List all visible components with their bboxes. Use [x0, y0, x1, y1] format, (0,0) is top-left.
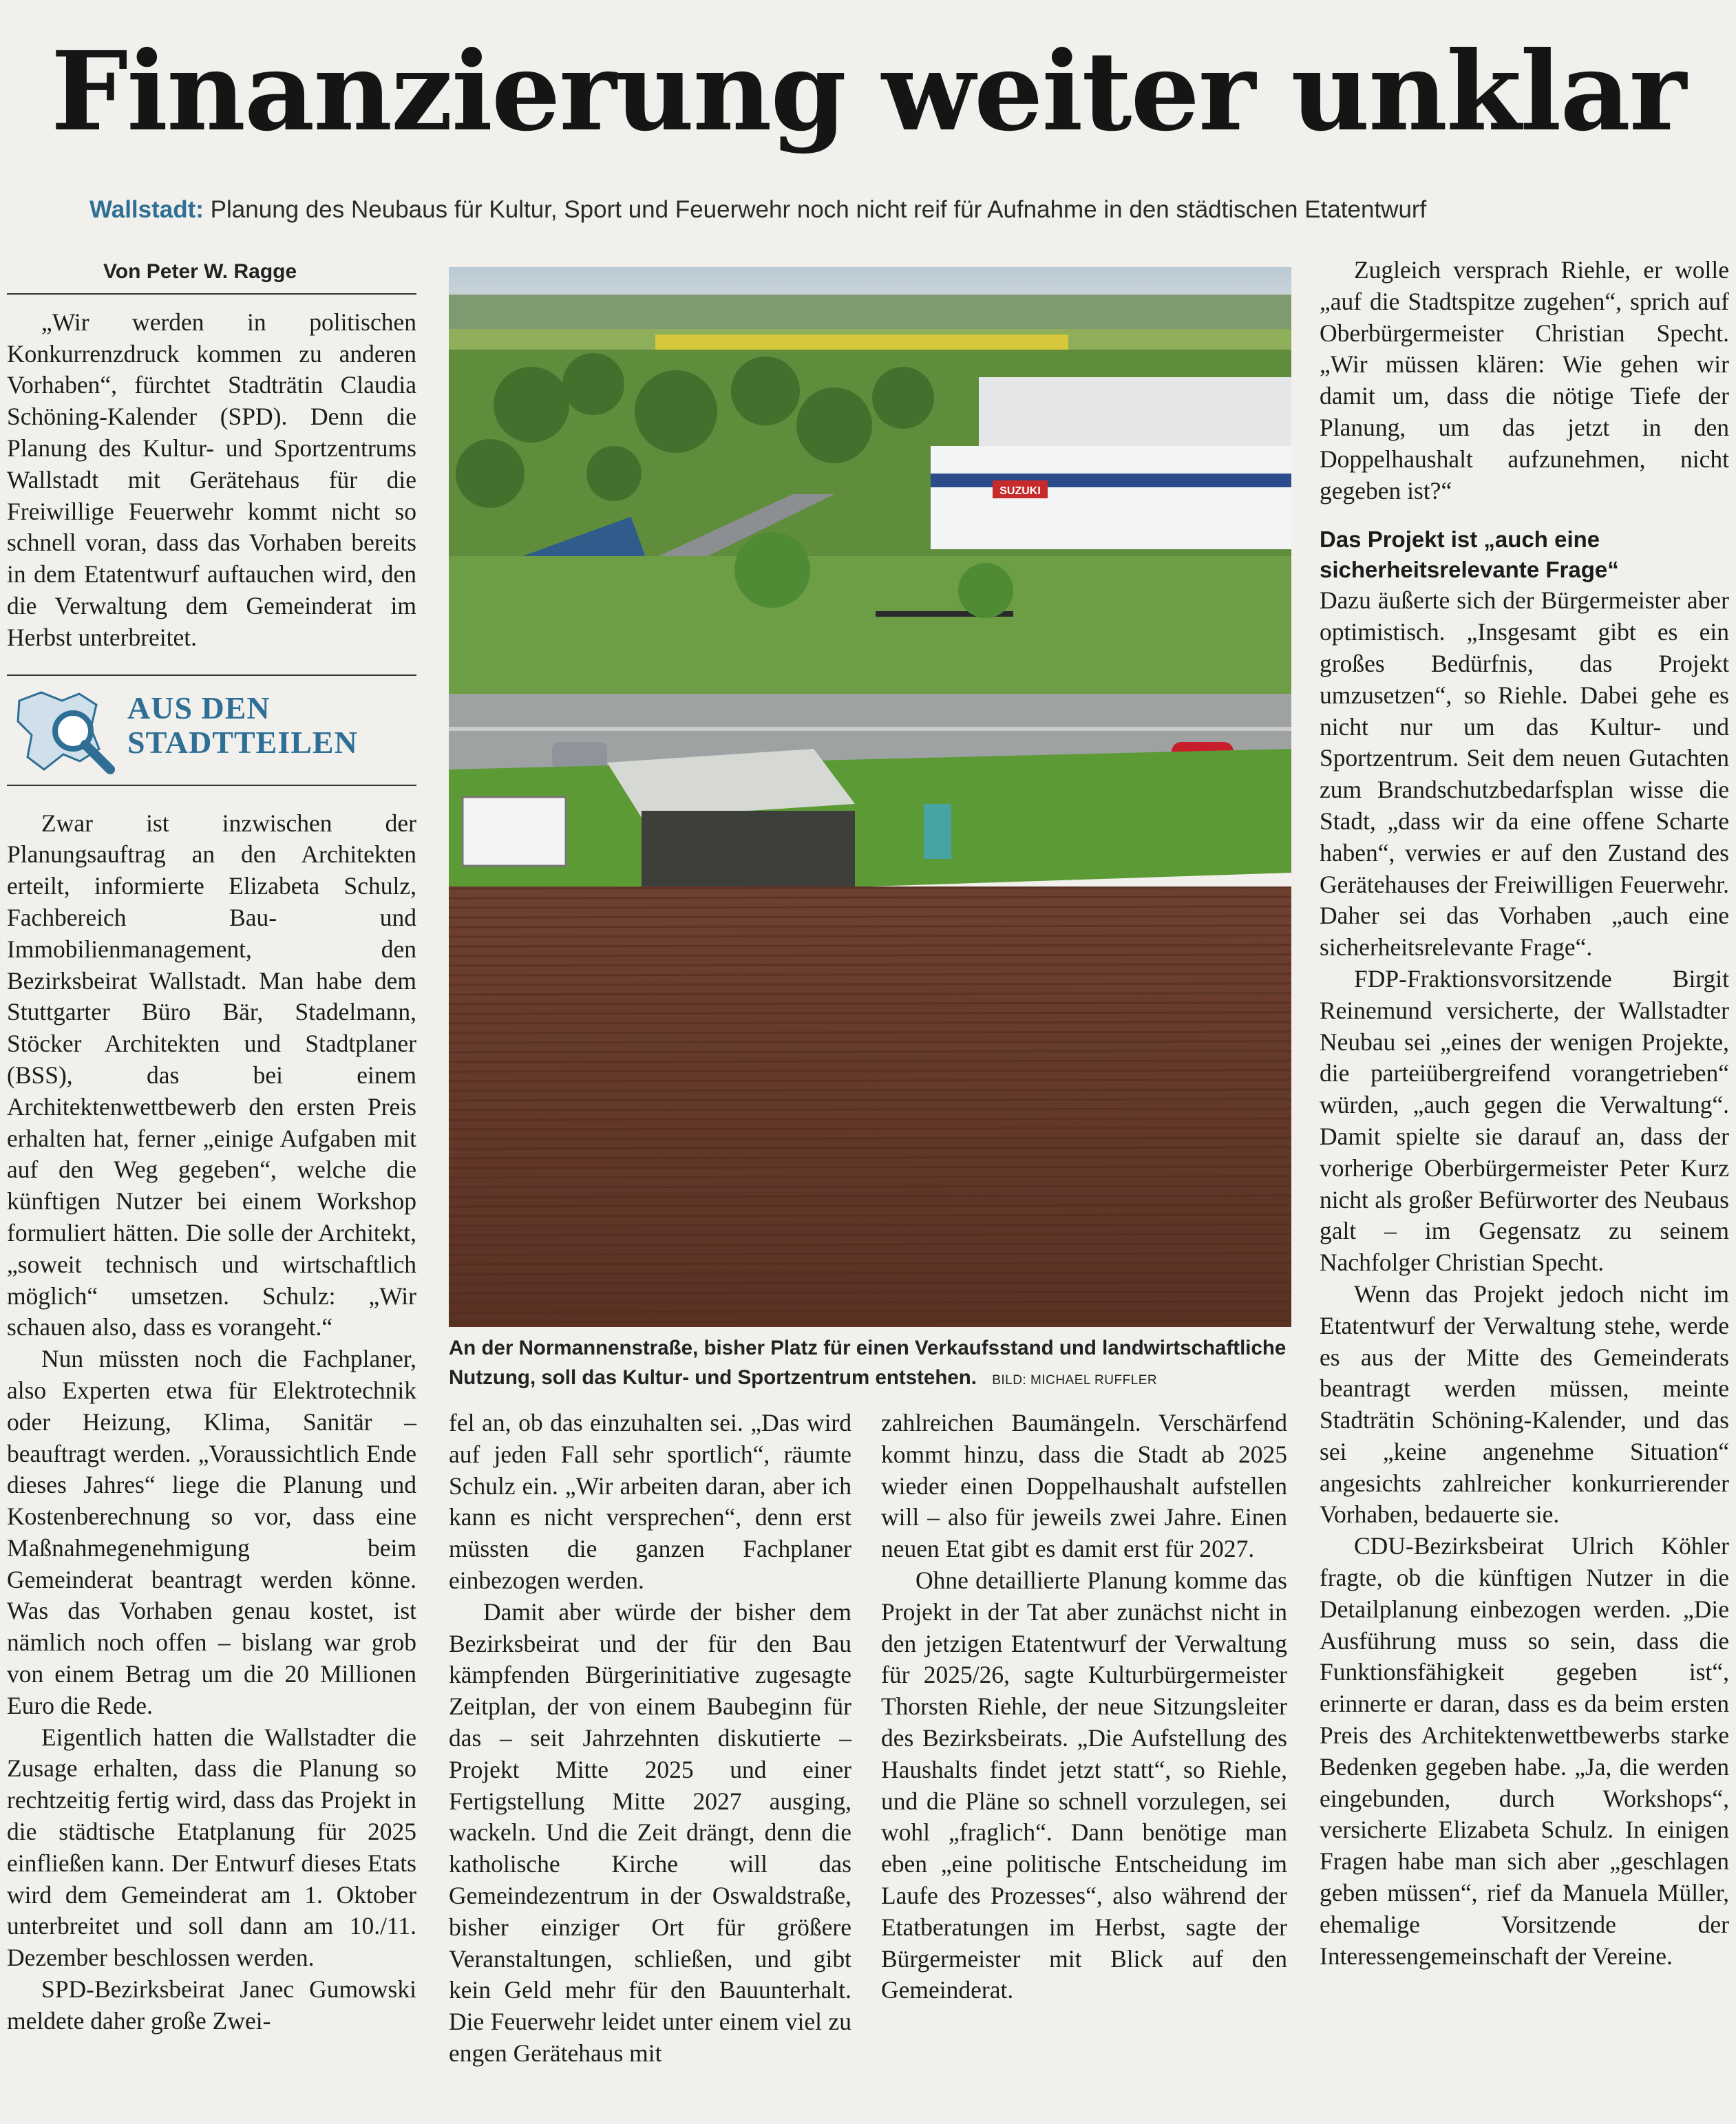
photo-caption: [449, 1333, 1291, 1395]
col4-paragraph: Dazu äußerte sich der Bürgermeister aber optimistisch. „Insgesamt gibt es ein großes Bedürfnis, das Projekt umzusetzen“, so Riehle. Dabei gehe es nicht nur um das Kultur- und Sportzentrum. Seit dem neuen Gutachten zum Brandschutzbedarfsplan wisse die Stadt, „dass wir da eine offene Scharte haben“, verwies er auf den Zustand des Gerätehauses der Freiwilligen Feuerwehr. Daher sei das Vorhaben „auch eine sicherheitsrelevante Frage“.: [1320, 586, 1729, 962]
byline: Von Peter W. Ragge: [7, 252, 416, 295]
col1-paragraph: Eigentlich hatten die Wallstadter die Zusage erhalten, dass die Planung so rechtzeitig fertig wird, dass das Projekt in die städtische Etatplanung für 2025 einfließen kann. Der Entwurf dieses Etats wird dem Gemeinderat am 1. Oktober unterbreitet und soll dann am 10./11. Dezember beschlossen werden.: [7, 1723, 416, 1972]
caption-text: An der Normannenstraße, bisher Platz für einen Verkaufsstand und landwirtschaftliche Nutzung, soll das Kultur- und Sportzentrum entstehen.: [449, 1337, 1287, 1389]
col2-paragraph: Damit aber würde der bisher dem Bezirksbeirat und der für den Bau kämpfenden Bürgerinitiative zugesagte Zeitplan, der von einem Baubeginn für das – seit Jahrzehnten diskutierte – Projekt Mitte 2025 und einer Fertigstellung Mitte 2027 ausging, wackeln. Und die Zeit drängt, denn die katholische Kirche will das Gemeindezentrum in der Oswaldstraße, bisher einziger Ort für größere Veranstaltungen, schließen, und gibt kein Geld mehr für den Bauunterhalt. Die Feuerwehr leidet unter einem viel zu engen Gerätehaus mit: [449, 1597, 851, 2067]
column-2: [449, 1408, 851, 2070]
col4-paragraph: Zugleich versprach Riehle, er wolle „auf die Stadtspitze zugehen“, sprich auf Oberbürgermeister Christian Specht. „Wir müssen klären: Wie gehen wir damit um, dass die nötige Tiefe der Planung, um das jetzt in den Doppelhaushalt aufzunehmen, nicht gegeben ist?“: [1320, 256, 1729, 505]
col1-paragraph: Nun müssten noch die Fachplaner, also Experten etwa für Elektrotechnik oder Heizung, Klima, Sanitär – beauftragt werden. „Voraussichtlich Ende dieses Jahres“ liege die Planung und Kostenberechnung so vor, dass eine Maßnahmegenehmigung beim Gemeinderat beantragt werden könne. Was das Vorhaben genau kostet, ist nämlich noch offen – bislang war grob von einem Betrag um die 20 Millionen Euro die Rede.: [7, 1345, 416, 1719]
column-3: [881, 1408, 1287, 2006]
column-1: [7, 252, 416, 2037]
col4-paragraph: FDP-Fraktionsvorsitzende Birgit Reinemund versicherte, der Wallstadter Neubau sei „eines der wenigen Projekte, die parteiübergreifend vorangetrieben“ würden, „auch gegen die Verwaltung“. Damit spielte sie darauf an, dass der vorherige Oberbürgermeister Peter Kurz nicht als großer Befürworter des Neubaus galt – im Gegensatz zu seinem Nachfolger Christian Specht.: [1320, 964, 1729, 1277]
col3-paragraph: zahlreichen Baumängeln. Verschärfend kommt hinzu, dass die Stadt ab 2025 wieder einen Doppelhaushalt aufstellen will – also für jeweils zwei Jahre. Einen neuen Etat gibt es damit erst für 2027.: [881, 1409, 1287, 1563]
col3-paragraph: Ohne detaillierte Planung komme das Projekt in der Tat aber zunächst nicht in den jetzigen Etatentwurf der Verwaltung für 2025/26, sagte Kulturbürgermeister Thorsten Riehle, der neue Sitzungsleiter des Bezirksbeirats. „Die Aufstellung des Haushalts findet jetzt statt“, so Riehle, und die Pläne so schnell vorzulegen, sei wohl „fraglich“. Dann benötige man eben „eine politische Entscheidung im Laufe des Prozesses“, also während der Etatberatungen im Herbst, sagte der Bürgermeister mit Blick auf den Gemeinderat.: [881, 1566, 1287, 2004]
magnifier-map-icon: [14, 680, 124, 783]
headline: Finanzierung weiter unklar: [50, 28, 1686, 156]
photo-credit: BILD: MICHAEL RUFFLER: [992, 1373, 1158, 1388]
section-logo-text: [127, 691, 358, 760]
col1-paragraph: SPD-Bezirksbeirat Janec Gumowski meldete daher große Zwei-: [7, 1975, 416, 2035]
subline-place: Wallstadt:: [89, 196, 204, 223]
col1-paragraph: „Wir werden in politischen Konkurrenzdruck kommen zu anderen Vorhaben“, fürchtet Stadträtin Claudia Schöning-Kalender (SPD). Denn die Planung des Kultur- und Sportzentrums Wallstadt mit Gerätehaus für die Freiwillige Feuerwehr kommt nicht so schnell voran, dass das Vorhaben bereits in dem Etatentwurf auftauchen wird, den die Verwaltung dem Gemeinderat im Herbst unterbreitet.: [7, 308, 416, 651]
col1-paragraph: Zwar ist inzwischen der Planungsauftrag an den Architekten erteilt, informierte Elizabeta Schulz, Fachbereich Bau- und Immobilienmanagement, den Bezirksbeirat Wallstadt. Man habe dem Stuttgarter Büro Bär, Stadelmann, Stöcker Architekten und Stadtplaner (BSS), das bei einem Architektenwettbewerb den ersten Preis erhalten hat, ferner „einige Aufgaben mit auf den Weg gegeben“, welche die künftigen Nutzer bei einem Workshop formuliert hätten. Die solle der Architekt, „soweit technisch und wirtschaftlich möglich“ umsetzen. Schulz: „Wir schauen also, dass es vorangeht.“: [7, 809, 416, 1341]
section-logo-line2: STADTTEILEN: [127, 724, 358, 760]
col4-paragraph: CDU-Bezirksbeirat Ulrich Köhler fragte, ob die künftigen Nutzer in die Detailplanung einbezogen werden. „Die Ausführung muss so sein, dass die Funktionsfähigkeit gegeben ist“, erinnerte er daran, dass es da beim ersten Preis des Architektenwettbewerbs starke Bedenken gegeben habe. „Ja, die werden eingebunden, durch Workshops“, versicherte Elizabeta Schulz. In einigen Fragen habe man sich aber „geschlagen geben müssen“, rief da Manuela Müller, ehemalige Vorsitzende der Interessengemeinschaft der Vereine.: [1320, 1532, 1729, 1970]
subline: [89, 195, 1673, 225]
subheading: Das Projekt ist „auch eine sicherheitsrelevante Frage“: [1320, 527, 1619, 583]
col2-paragraph: fel an, ob das einzuhalten sei. „Das wird auf jeden Fall sehr sportlich“, räumte Schulz ein. „Wir arbeiten daran, aber ich kann es nicht versprechen“, denn erst müssten die ganzen Fachplaner einbezogen werden.: [449, 1409, 851, 1594]
dealer-sign: SUZUKI: [999, 485, 1041, 497]
col4-paragraph: Wenn das Projekt jedoch nicht im Etatentwurf der Verwaltung stehe, werde es aus der Mitte des Gemeinderats beantragt werden müssen, meinte Stadträtin Schöning-Kalender, und das sei „keine angenehme Situation“ angesichts zahlreicher konkurrierender Vorhaben, bedauerte sie.: [1320, 1279, 1729, 1529]
aerial-photo: [449, 267, 1291, 1327]
subline-text: Planung des Neubaus für Kultur, Sport und Feuerwehr noch nicht reif für Aufnahme in den städtischen Etatentwurf: [210, 196, 1427, 223]
column-4: [1320, 255, 1729, 1972]
section-logo: [7, 675, 416, 786]
section-logo-line1: AUS DEN: [127, 690, 271, 725]
